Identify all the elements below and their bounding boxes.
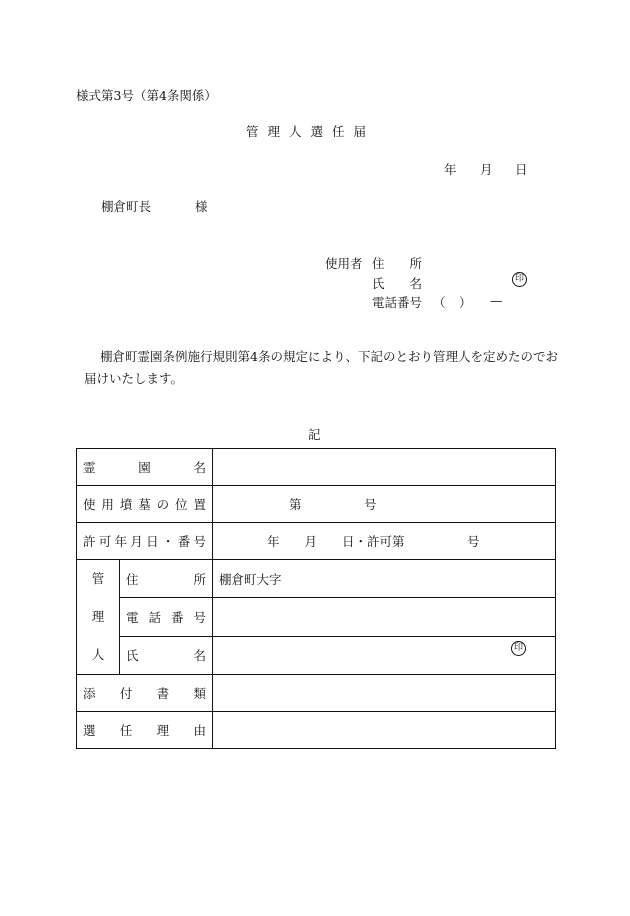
table-row-cemetery [77, 449, 556, 486]
table-row-manager-address [77, 560, 556, 598]
date-day-label: 日 [515, 162, 528, 177]
addressee-name: 棚倉町長 [101, 199, 152, 214]
manager-name-value[interactable] [213, 636, 556, 674]
attachments-label: 添付書類 [77, 675, 213, 712]
body-paragraph: 棚倉町霊園条例施行規則第4条の規定により、下記のとおり管理人を定めたのでお届けいたします。 [84, 349, 558, 386]
manager-address-value[interactable]: 棚倉町大字 [213, 560, 556, 598]
table-row-attachments [77, 675, 556, 712]
manager-label [77, 560, 120, 675]
manager-tel-label: 電話番号 [120, 598, 213, 636]
document-title: 管理人選任届 [246, 124, 376, 139]
reason-value[interactable] [213, 712, 556, 749]
permit-label: 許可年月日・番号 [77, 523, 213, 560]
manager-label-char-2: 理 [91, 609, 105, 624]
table-row-manager-name [77, 636, 556, 674]
form-number: 様式第3号（第4条関係） [76, 88, 217, 103]
manager-label-char-3: 人 [91, 647, 105, 662]
cemetery-value[interactable] [213, 449, 556, 486]
applicant-seal-icon: 印 [512, 272, 527, 287]
manager-label-char-1: 管 [91, 571, 105, 586]
table-row-manager-tel [77, 598, 556, 636]
applicant-tel-close-paren: ） [459, 295, 472, 310]
notification-table [76, 448, 556, 749]
date-year-label: 年 [444, 162, 457, 177]
table-row-permit [77, 523, 556, 560]
applicant-tel-label: 電話番号 [372, 295, 423, 310]
location-label: 使用墳墓の位置 [77, 486, 213, 523]
location-value[interactable]: 第 号 [213, 486, 556, 523]
applicant-address-label: 住 所 [372, 256, 423, 271]
permit-value[interactable]: 年 月 日・許可第 号 [213, 523, 556, 560]
applicant-tel-open-paren: （ [433, 295, 446, 310]
addressee-honorific: 様 [195, 199, 208, 214]
manager-tel-value[interactable] [213, 598, 556, 636]
table-row-location [77, 486, 556, 523]
manager-address-label: 住所 [120, 560, 213, 598]
applicant-tel-dash: — [490, 293, 503, 308]
manager-seal-icon: 印 [511, 641, 526, 656]
table-row-reason [77, 712, 556, 749]
applicant-role-label: 使用者 [325, 256, 363, 271]
cemetery-label: 霊園名 [77, 449, 213, 486]
reason-label: 選任理由 [77, 712, 213, 749]
applicant-name-label: 氏 名 [372, 276, 423, 291]
manager-name-label: 氏名 [120, 636, 213, 674]
ki-heading: 記 [308, 427, 321, 442]
attachments-value[interactable] [213, 675, 556, 712]
date-month-label: 月 [480, 162, 493, 177]
